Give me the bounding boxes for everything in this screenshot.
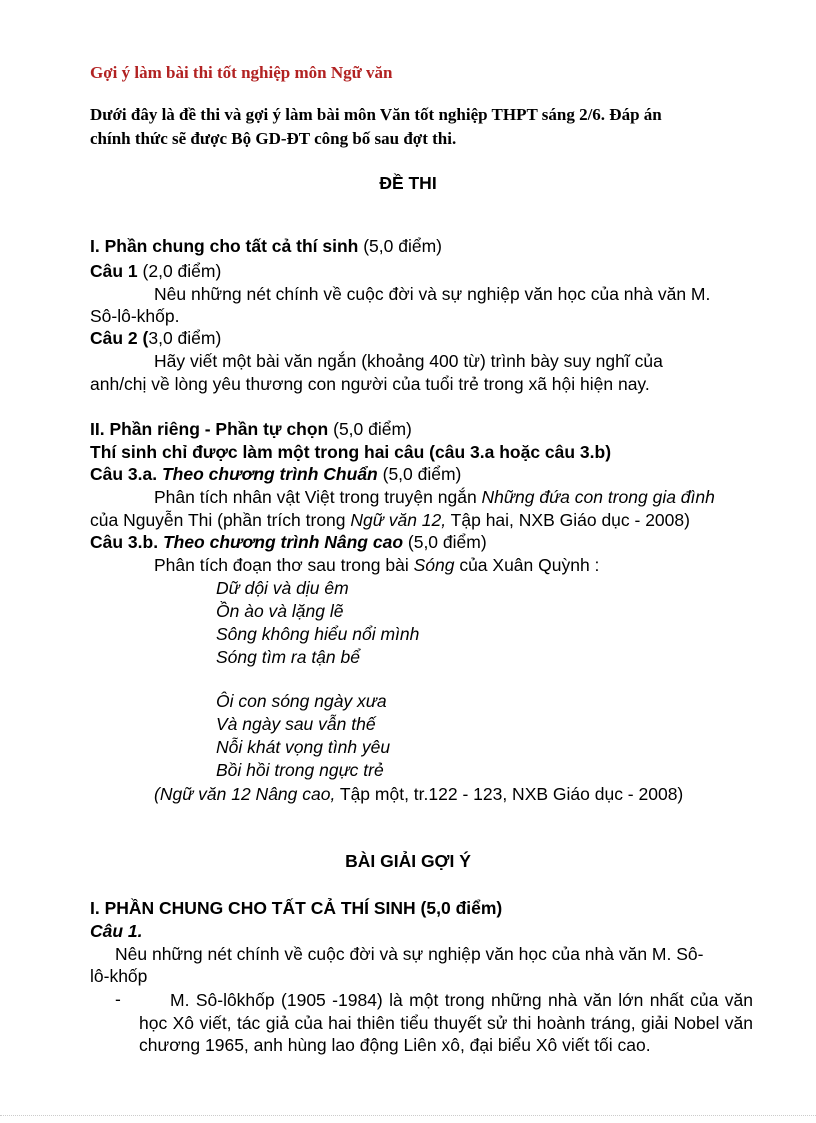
part1-label: I. Phần chung cho tất cả thí sinh xyxy=(90,236,359,256)
poem-title: Sóng xyxy=(413,555,455,575)
source-title: (Ngữ văn 12 Nâng cao, xyxy=(154,784,336,804)
q3b-text-line-1 xyxy=(154,555,599,576)
source-details: Tập một, tr.122 - 123, NXB Giáo dục - 2008) xyxy=(335,784,684,804)
intro-line-1: Dưới đây là đề thi và gợi ý làm bài môn Văn tốt nghiệp THPT sáng 2/6. Đáp án xyxy=(90,105,662,124)
q1-heading xyxy=(90,261,221,282)
poem-line: Sóng tìm ra tận bể xyxy=(216,647,360,667)
q3b-program: Theo chương trình Nâng cao xyxy=(162,532,404,552)
q3b-heading xyxy=(90,532,487,553)
poem-line: Và ngày sau vẫn thế xyxy=(216,714,376,734)
part1-points: (5,0 điểm) xyxy=(358,236,442,256)
q2-text-line-2: anh/chị về lòng yêu thương con người của tuổi trẻ trong xã hội hiện nay. xyxy=(90,374,650,394)
q3a-text-part: Phân tích nhân vật Việt trong truyện ngắn xyxy=(154,487,482,507)
q3b-points: (5,0 điểm) xyxy=(403,532,487,552)
q2-label: Câu 2 ( xyxy=(90,328,149,348)
q3a-program: Theo chương trình Chuẩn xyxy=(161,464,378,484)
q2-text-line-1: Hãy viết một bài văn ngắn (khoảng 400 từ) trình bày suy nghĩ của xyxy=(154,351,663,371)
poem-line: Ôi con sóng ngày xưa xyxy=(216,691,387,711)
part2-instruction: Thí sinh chỉ được làm một trong hai câu (câu 3.a hoặc câu 3.b) xyxy=(90,442,612,462)
q3a-text-line-2 xyxy=(90,510,690,531)
q3a-text-line-1 xyxy=(154,487,715,508)
q1-points: (2,0 điểm) xyxy=(137,261,222,281)
q1-text-line-1: Nêu những nét chính về cuộc đời và sự nghiệp văn học của nhà văn M. xyxy=(154,284,711,304)
part2-heading xyxy=(90,419,412,440)
answer-heading: BÀI GIẢI GỢI Ý xyxy=(345,851,471,871)
q3a-label: Câu 3.a. xyxy=(90,464,162,484)
story-title: Những đứa con trong gia đình xyxy=(481,487,715,507)
poem-line: Dữ dội và dịu êm xyxy=(216,578,349,598)
q3b-text-part: Phân tích đoạn thơ sau trong bài xyxy=(154,555,414,575)
answer-part1-heading: I. PHẦN CHUNG CHO TẤT CẢ THÍ SINH (5,0 điểm) xyxy=(90,898,503,918)
answer-q1-line-2: lô-khốp xyxy=(90,966,148,986)
q3b-text-part: của Xuân Quỳnh : xyxy=(454,555,600,575)
part2-label: II. Phần riêng - Phần tự chọn xyxy=(90,419,329,439)
intro-line-2: chính thức sẽ được Bộ GD-ĐT công bố sau đợt thi. xyxy=(90,129,457,148)
q3a-heading xyxy=(90,464,461,485)
q1-label: Câu 1 xyxy=(90,261,138,281)
q2-heading xyxy=(90,328,221,349)
answer-q1-label: Câu 1. xyxy=(90,921,143,941)
poem-line: Bồi hồi trong ngực trẻ xyxy=(216,760,384,780)
page-bottom-divider xyxy=(0,1115,816,1116)
part2-points: (5,0 điểm) xyxy=(328,419,412,439)
q1-text-line-2: Sô-lô-khốp. xyxy=(90,306,180,326)
bullet-text: M. Sô-lôkhốp (1905 -1984) là một trong những nhà văn lớn nhất của văn học Xô viết, tác giả của hai thiên tiểu thuyết sử thi hoành tráng, giải Nobel văn chương 1965, anh hùng lao động Liên xô, đại biểu Xô viết tối cao. xyxy=(139,990,753,1055)
poem-line: Ồn ào và lặng lẽ xyxy=(216,601,344,621)
q3a-text-part: Tập hai, NXB Giáo dục - 2008) xyxy=(446,510,690,530)
part1-heading xyxy=(90,236,442,257)
bullet-marker: - xyxy=(115,989,121,1009)
q2-points: 3,0 điểm) xyxy=(148,328,222,348)
poem-source xyxy=(154,784,683,805)
article-title: Gợi ý làm bài thi tốt nghiệp môn Ngữ văn xyxy=(90,63,393,82)
poem-line: Sông không hiểu nổi mình xyxy=(216,624,420,644)
exam-heading: ĐỀ THI xyxy=(379,173,437,193)
q3a-text-part: của Nguyễn Thi (phần trích trong xyxy=(90,510,351,530)
poem-line: Nỗi khát vọng tình yêu xyxy=(216,737,391,757)
book-title: Ngữ văn 12, xyxy=(350,510,447,530)
q3b-label: Câu 3.b. xyxy=(90,532,163,552)
answer-q1-line-1: Nêu những nét chính về cuộc đời và sự nghiệp văn học của nhà văn M. Sô- xyxy=(115,944,704,964)
q3a-points: (5,0 điểm) xyxy=(377,464,462,484)
